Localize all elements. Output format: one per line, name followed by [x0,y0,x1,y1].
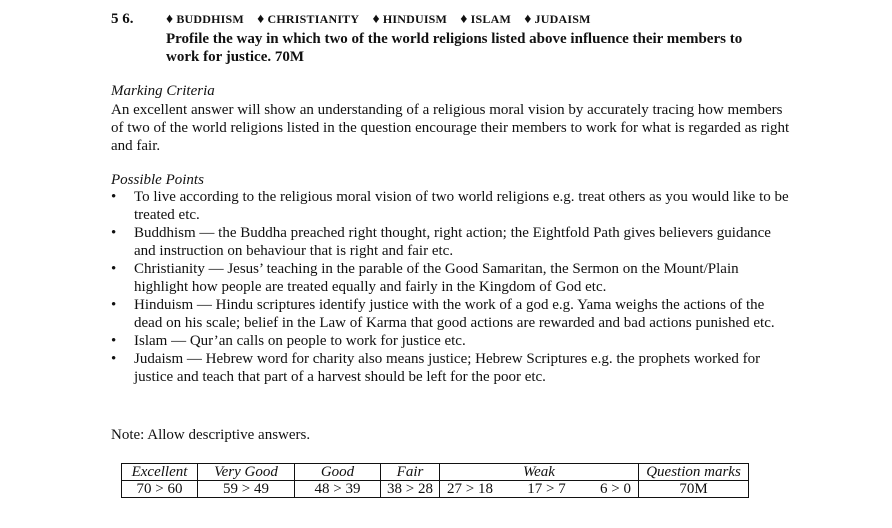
point-text: Buddhism — the Buddha preached right thought, right action; the Eightfold Path gives believers guidance and instruction on behaviour that is right and fair etc. [134,225,771,259]
diamond-icon: ♦ [524,12,532,27]
list-item [111,260,791,296]
diamond-icon: ♦ [257,12,265,27]
list-item [111,332,791,350]
religion-label: CHRISTIANITY [267,12,360,26]
bullet-icon: • [111,261,117,277]
weak-range-group [444,481,634,497]
religion-label: BUDDHISM [176,12,244,26]
question-number: 5 6. [111,11,134,27]
list-item [111,188,791,224]
religion-label: JUDAISM [534,12,591,26]
list-item [111,296,791,332]
religion-item [524,12,590,26]
point-text: Hinduism — Hindu scriptures identify justice with the work of a god e.g. Yama weighs the actions of the dead on his scale; belief in the Law of Karma that good actions are rewarded and bad actions punished etc. [134,297,775,331]
table-cell-value: 17 > 7 [527,481,566,497]
bullet-icon: • [111,225,117,241]
diamond-icon: ♦ [372,12,380,27]
table-header-cell: Weak [440,464,639,481]
table-header-row [122,464,749,481]
table-cell: 38 > 28 [381,481,440,498]
diamond-icon: ♦ [460,12,468,27]
bullet-icon: • [111,333,117,349]
point-text: Islam — Qur’an calls on people to work for justice etc. [134,333,466,349]
bullet-icon: • [111,189,117,205]
list-item [111,350,791,386]
table-header-cell: Very Good [198,464,295,481]
diamond-icon: ♦ [166,12,174,27]
marking-criteria-text: An excellent answer will show an understanding of a religious moral vision by accurately tracing how members of two of the world religions listed in the question encourage their members to work for what is regarded as right and fair. [111,102,790,154]
point-text: Judaism — Hebrew word for charity also means justice; Hebrew Scriptures e.g. the prophets worked for justice and teach that part of a harvest should be left for the poor etc. [134,351,761,385]
table-row [122,481,749,498]
table-cell: 70 > 60 [122,481,198,498]
table-header-cell: Good [295,464,381,481]
religion-label: HINDUISM [382,12,448,26]
question-text: Profile the way in which two of the world religions listed above influence their members to work for justice. 70M [166,31,743,65]
religion-item [166,12,244,26]
table-header-cell: Fair [381,464,440,481]
table-cell: 59 > 49 [198,481,295,498]
point-text: Christianity — Jesus’ teaching in the parable of the Good Samaritan, the Sermon on the Mount/Plain highlight how people are treated equally and fairly in the Kingdom of God etc. [134,261,739,295]
table-cell: 70M [639,481,749,498]
bullet-icon: • [111,351,117,367]
religion-label: ISLAM [470,12,511,26]
table-cell: 48 > 39 [295,481,381,498]
table-header-cell: Excellent [122,464,198,481]
bullet-icon: • [111,297,117,313]
possible-points-list [111,188,791,386]
table-cell-value: 6 > 0 [600,481,631,497]
table-header-cell: Question marks [639,464,749,481]
religion-item [257,12,359,26]
religion-item [460,12,511,26]
note: Note: Allow descriptive answers. [111,427,311,443]
religion-item [372,12,447,26]
possible-points-heading: Possible Points [111,172,204,188]
marking-criteria-heading: Marking Criteria [111,83,215,99]
table-cell-value: 27 > 18 [447,481,493,497]
religion-list [166,12,601,28]
table-cell-weak [440,481,639,498]
grade-table [121,463,749,498]
point-text: To live according to the religious moral vision of two world religions e.g. treat others as you would like to be treated etc. [134,189,789,223]
list-item [111,224,791,260]
